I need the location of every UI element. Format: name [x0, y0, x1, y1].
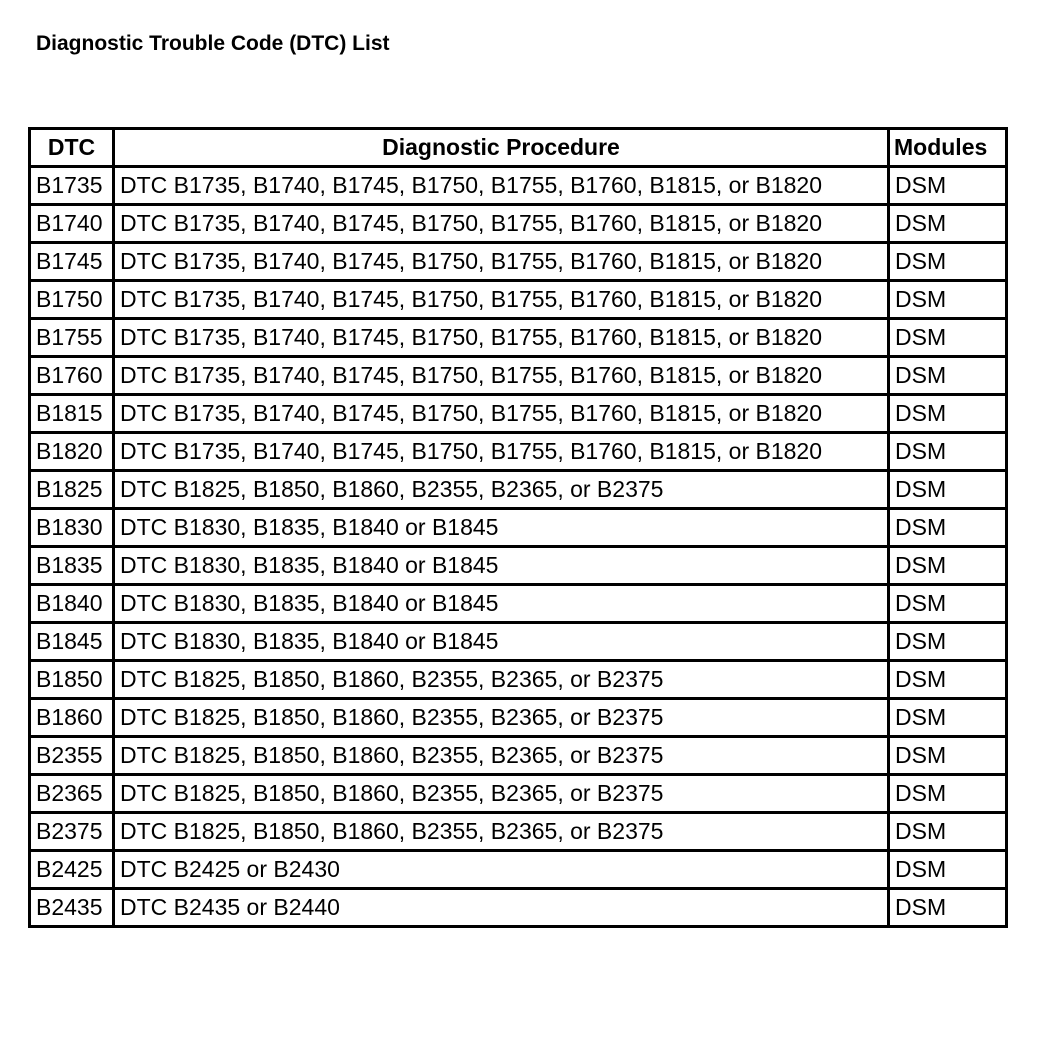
module-cell: DSM	[889, 851, 1007, 889]
diagnostic-procedure-cell: DTC B1830, B1835, B1840 or B1845	[114, 623, 889, 661]
table-row	[30, 737, 1007, 775]
module-cell: DSM	[889, 775, 1007, 813]
diagnostic-procedure-cell: DTC B1825, B1850, B1860, B2355, B2365, or B2375	[114, 661, 889, 699]
dtc-code-cell: B2355	[30, 737, 114, 775]
dtc-code-cell: B1845	[30, 623, 114, 661]
table-row	[30, 889, 1007, 927]
table-row	[30, 319, 1007, 357]
module-cell: DSM	[889, 281, 1007, 319]
table-row	[30, 433, 1007, 471]
module-cell: DSM	[889, 623, 1007, 661]
table-row	[30, 851, 1007, 889]
table-row	[30, 661, 1007, 699]
table-row	[30, 167, 1007, 205]
dtc-code-cell: B2365	[30, 775, 114, 813]
table-row	[30, 623, 1007, 661]
diagnostic-procedure-cell: DTC B1735, B1740, B1745, B1750, B1755, B1760, B1815, or B1820	[114, 395, 889, 433]
dtc-code-cell: B2435	[30, 889, 114, 927]
dtc-code-cell: B1850	[30, 661, 114, 699]
module-cell: DSM	[889, 243, 1007, 281]
diagnostic-procedure-cell: DTC B2425 or B2430	[114, 851, 889, 889]
table-row	[30, 395, 1007, 433]
diagnostic-procedure-cell: DTC B1735, B1740, B1745, B1750, B1755, B1760, B1815, or B1820	[114, 433, 889, 471]
module-cell: DSM	[889, 205, 1007, 243]
diagnostic-procedure-cell: DTC B1735, B1740, B1745, B1750, B1755, B1760, B1815, or B1820	[114, 243, 889, 281]
table-header-row	[30, 129, 1007, 167]
dtc-code-cell: B2375	[30, 813, 114, 851]
page-title: Diagnostic Trouble Code (DTC) List	[36, 32, 390, 55]
header-modules: Modules	[889, 129, 1007, 167]
table-row	[30, 585, 1007, 623]
diagnostic-procedure-cell: DTC B1735, B1740, B1745, B1750, B1755, B1760, B1815, or B1820	[114, 357, 889, 395]
module-cell: DSM	[889, 661, 1007, 699]
table-row	[30, 243, 1007, 281]
module-cell: DSM	[889, 813, 1007, 851]
diagnostic-procedure-cell: DTC B1825, B1850, B1860, B2355, B2365, or B2375	[114, 775, 889, 813]
diagnostic-procedure-cell: DTC B1825, B1850, B1860, B2355, B2365, or B2375	[114, 737, 889, 775]
dtc-code-cell: B1815	[30, 395, 114, 433]
dtc-code-cell: B1740	[30, 205, 114, 243]
header-dtc: DTC	[30, 129, 114, 167]
dtc-code-cell: B1755	[30, 319, 114, 357]
dtc-code-cell: B1830	[30, 509, 114, 547]
diagnostic-procedure-cell: DTC B1825, B1850, B1860, B2355, B2365, or B2375	[114, 813, 889, 851]
dtc-code-cell: B1760	[30, 357, 114, 395]
dtc-code-cell: B2425	[30, 851, 114, 889]
dtc-code-cell: B1825	[30, 471, 114, 509]
table-row	[30, 775, 1007, 813]
module-cell: DSM	[889, 547, 1007, 585]
dtc-code-cell: B1840	[30, 585, 114, 623]
dtc-code-cell: B1860	[30, 699, 114, 737]
table-row	[30, 281, 1007, 319]
module-cell: DSM	[889, 357, 1007, 395]
table-body	[30, 167, 1007, 927]
table-row	[30, 357, 1007, 395]
module-cell: DSM	[889, 509, 1007, 547]
module-cell: DSM	[889, 319, 1007, 357]
diagnostic-procedure-cell: DTC B1735, B1740, B1745, B1750, B1755, B1760, B1815, or B1820	[114, 281, 889, 319]
diagnostic-procedure-cell: DTC B1735, B1740, B1745, B1750, B1755, B1760, B1815, or B1820	[114, 167, 889, 205]
diagnostic-procedure-cell: DTC B1735, B1740, B1745, B1750, B1755, B1760, B1815, or B1820	[114, 205, 889, 243]
dtc-code-cell: B1735	[30, 167, 114, 205]
module-cell: DSM	[889, 471, 1007, 509]
module-cell: DSM	[889, 395, 1007, 433]
module-cell: DSM	[889, 699, 1007, 737]
table-row	[30, 205, 1007, 243]
diagnostic-procedure-cell: DTC B1825, B1850, B1860, B2355, B2365, or B2375	[114, 699, 889, 737]
module-cell: DSM	[889, 167, 1007, 205]
table-row	[30, 547, 1007, 585]
dtc-code-cell: B1750	[30, 281, 114, 319]
diagnostic-procedure-cell: DTC B1825, B1850, B1860, B2355, B2365, or B2375	[114, 471, 889, 509]
module-cell: DSM	[889, 433, 1007, 471]
table-row	[30, 813, 1007, 851]
module-cell: DSM	[889, 737, 1007, 775]
diagnostic-procedure-cell: DTC B1830, B1835, B1840 or B1845	[114, 509, 889, 547]
table-row	[30, 471, 1007, 509]
table-row	[30, 509, 1007, 547]
diagnostic-procedure-cell: DTC B1830, B1835, B1840 or B1845	[114, 547, 889, 585]
table-row	[30, 699, 1007, 737]
diagnostic-procedure-cell: DTC B2435 or B2440	[114, 889, 889, 927]
module-cell: DSM	[889, 585, 1007, 623]
dtc-code-cell: B1820	[30, 433, 114, 471]
dtc-table	[28, 127, 1008, 928]
header-diagnostic-procedure: Diagnostic Procedure	[114, 129, 889, 167]
diagnostic-procedure-cell: DTC B1830, B1835, B1840 or B1845	[114, 585, 889, 623]
dtc-code-cell: B1745	[30, 243, 114, 281]
module-cell: DSM	[889, 889, 1007, 927]
dtc-code-cell: B1835	[30, 547, 114, 585]
diagnostic-procedure-cell: DTC B1735, B1740, B1745, B1750, B1755, B1760, B1815, or B1820	[114, 319, 889, 357]
